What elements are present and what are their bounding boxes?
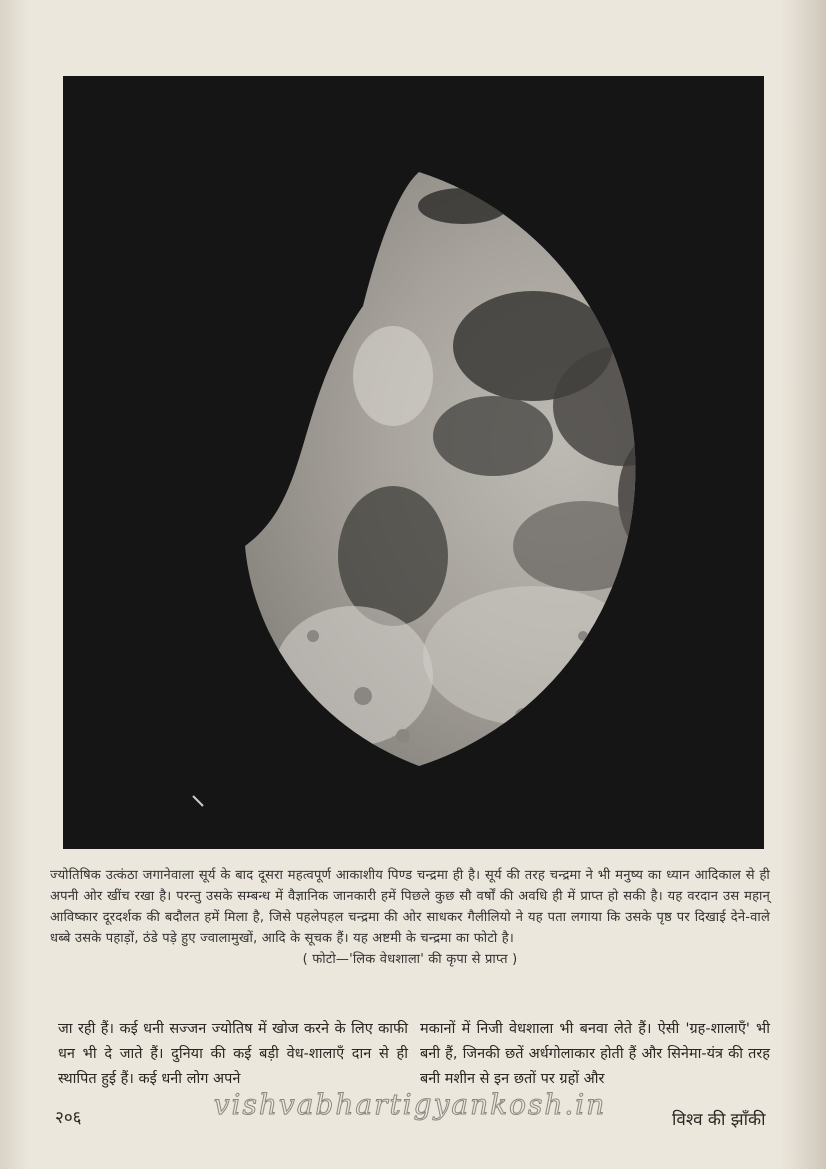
watermark: vishvabhartigyankosh.in — [213, 1088, 607, 1121]
body-column-left: जा रही हैं। कई धनी सज्जन ज्योतिष में खोज करने के लिए काफी धन भी दे जाते हैं। दुनिया की कई बड़ी वेध-शालाएँ दान से ही स्थापित हुई हैं। कई धनी लोग अपने — [58, 1021, 408, 1087]
running-footer-title: विश्व की झाँकी — [672, 1110, 766, 1130]
body-column-right: मकानों में निजी वेधशाला भी बनवा लेते हैं। ऐसी 'ग्रह-शालाएँ' भी बनी हैं, जिनकी छतें अर्धगोलाकार होती हैं और सिनेमा-यंत्र की तरह बनी मशीन से इन छतों पर ग्रहों और — [420, 1021, 770, 1087]
photo-caption — [50, 865, 770, 970]
moon-image — [63, 76, 764, 849]
caption-text: ज्योतिषिक उत्कंठा जगानेवाला सूर्य के बाद दूसरा महत्वपूर्ण आकाशीय पिण्ड चन्द्रमा ही है। सूर्य की तरह चन्द्रमा ने भी मनुष्य का ध्यान आदिकाल से ही अपनी ओर खींच रखा है। परन्तु उसके सम्बन्ध में वैज्ञानिक जानकारी हमें पिछले कुछ सौ वर्षों की अवधि ही में प्राप्त हो सकी है। यह वरदान उस महान् आविष्कार दूरदर्शक की बदौलत हमें मिला है, जिसे पहलेपहल चन्द्रमा की ओर साधकर गैलीलियो ने यह पता लगाया कि उसके पृष्ठ पर दिखाई देने-वाले धब्बे उसके पहाड़ों, ठंडे पड़े हुए ज्वालामुखों, आदि के सूचक हैं। यह अष्टमी के चन्द्रमा का फोटो है। — [50, 868, 770, 946]
caption-credit: ( फोटो—'लिक वेधशाला' की कृपा से प्राप्त ) — [302, 952, 518, 967]
moon-photograph — [63, 76, 764, 849]
page-number: २०६ — [55, 1108, 82, 1128]
